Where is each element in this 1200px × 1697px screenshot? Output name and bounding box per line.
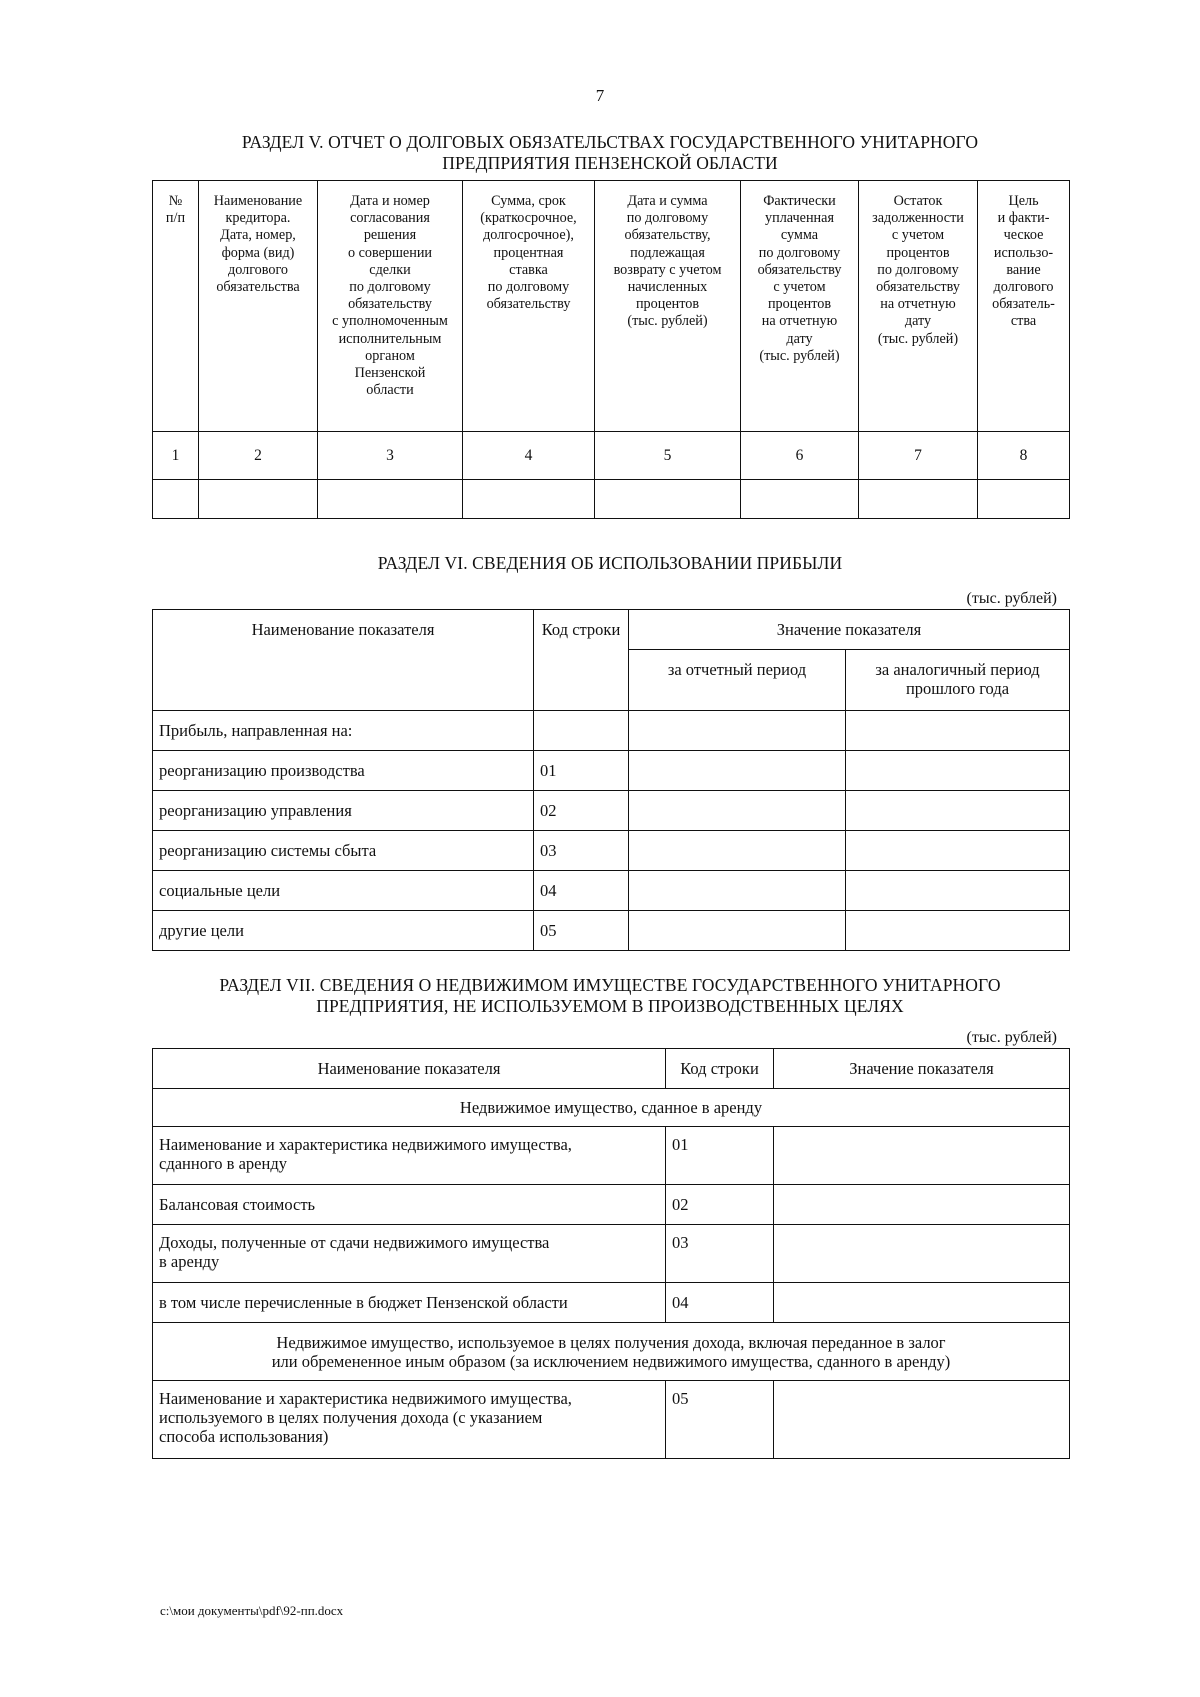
column-number: 4	[463, 432, 595, 480]
header-line: вание	[1006, 261, 1041, 278]
value-cell	[774, 1127, 1070, 1185]
header-line: Дата и номер	[350, 193, 430, 209]
header-current-period: за отчетный период	[629, 650, 846, 711]
debt-obligations-table	[152, 180, 1070, 519]
empty-cell	[463, 480, 595, 519]
table-row	[153, 1185, 1070, 1225]
value-cell	[774, 1185, 1070, 1225]
header-cell	[463, 181, 595, 432]
row-code: 04	[534, 871, 629, 911]
table-row	[153, 1381, 1070, 1459]
header-line: по долговому	[758, 244, 841, 261]
file-path-footer: c:\мои документы\pdf\92-пп.docx	[160, 1603, 344, 1618]
column-number: 1	[153, 432, 199, 480]
header-line: согласования	[350, 210, 430, 227]
header-line: долгового	[993, 279, 1054, 296]
header-line: сумма	[780, 227, 819, 244]
column-number-row	[153, 432, 1070, 480]
header-line: Дата и сумма	[627, 193, 708, 209]
empty-cell	[318, 480, 463, 519]
header-line: с учетом	[891, 227, 945, 244]
table-row	[153, 791, 1070, 831]
header-line: использо-	[993, 244, 1054, 261]
row-label: реорганизацию производства	[153, 751, 534, 791]
value-cell	[629, 791, 846, 831]
section7-title-line1: РАЗДЕЛ VII. СВЕДЕНИЯ О НЕДВИЖИМОМ ИМУЩЕСТВЕ ГОСУДАРСТВЕННОГО УНИТАРНОГО	[219, 975, 1001, 995]
value-cell	[629, 871, 846, 911]
header-line: области	[366, 382, 414, 399]
header-line: возврату с учетом	[613, 261, 722, 278]
row-label-line: Наименование и характеристика недвижимого имущества,	[159, 1389, 572, 1408]
row-label-line: в аренду	[159, 1252, 220, 1271]
table-row	[153, 831, 1070, 871]
header-line: (тыс. рублей)	[627, 313, 708, 330]
header-line: по долговому	[487, 279, 570, 296]
section6-unit: (тыс. рублей)	[966, 590, 1057, 607]
value-cell	[774, 1283, 1070, 1323]
section7-title	[150, 975, 1070, 1017]
header-name: Наименование показателя	[153, 1049, 666, 1089]
header-line: Цель	[1008, 193, 1039, 209]
header-line: ства	[1010, 313, 1037, 330]
header-line: по долговому	[349, 279, 431, 296]
row-label: социальные цели	[153, 871, 534, 911]
row-code: 05	[534, 911, 629, 951]
header-line: Остаток	[893, 193, 943, 209]
section7-unit: (тыс. рублей)	[966, 1029, 1057, 1046]
header-line: Пензенской	[354, 365, 426, 382]
header-line: форма (вид)	[221, 244, 295, 261]
group-heading-leased: Недвижимое имущество, сданное в аренду	[153, 1089, 1070, 1127]
table-header-row	[153, 610, 1070, 650]
group-heading-line: Недвижимое имущество, используемое в целях получения дохода, включая переданное в залог	[276, 1332, 946, 1352]
value-cell	[629, 711, 846, 751]
header-line: уплаченная	[765, 210, 834, 227]
header-line: обязательству	[757, 261, 842, 278]
header-line: кредитора.	[225, 210, 291, 227]
header-line: органом	[365, 347, 415, 364]
table-row	[153, 1127, 1070, 1185]
header-line: и факти-	[997, 210, 1050, 227]
row-code: 02	[534, 791, 629, 831]
header-line: (тыс. рублей)	[759, 347, 840, 364]
row-label: реорганизацию управления	[153, 791, 534, 831]
header-line: подлежащая	[630, 244, 705, 261]
header-line: (тыс. рублей)	[877, 330, 959, 347]
header-code: Код строки	[534, 610, 629, 711]
value-cell	[846, 751, 1070, 791]
row-label-line: в том числе перечисленные в бюджет Пензенской области	[159, 1293, 568, 1312]
row-code: 03	[666, 1225, 774, 1283]
group-row	[153, 1323, 1070, 1381]
section5-title-line2: ПРЕДПРИЯТИЯ ПЕНЗЕНСКОЙ ОБЛАСТИ	[442, 153, 778, 173]
table-header-row	[153, 181, 1070, 432]
header-line: обязательству	[876, 279, 960, 296]
row-label: другие цели	[153, 911, 534, 951]
header-line: с уполномоченным	[332, 313, 448, 330]
header-cell	[199, 181, 318, 432]
row-code: 01	[534, 751, 629, 791]
header-value: Значение показателя	[629, 610, 1070, 650]
header-line: процентная	[493, 244, 564, 261]
row-label-line: Наименование и характеристика недвижимого имущества,	[159, 1135, 572, 1154]
empty-cell	[199, 480, 318, 519]
real-estate-table	[152, 1048, 1070, 1459]
empty-data-row	[153, 480, 1070, 519]
table-row	[153, 911, 1070, 951]
header-line: ставка	[509, 261, 548, 278]
header-line: долгового	[227, 261, 289, 278]
value-cell	[846, 791, 1070, 831]
table-row	[153, 871, 1070, 911]
column-number: 5	[595, 432, 741, 480]
section6-title: РАЗДЕЛ VI. СВЕДЕНИЯ ОБ ИСПОЛЬЗОВАНИИ ПРИБЫЛИ	[377, 553, 843, 573]
header-line: дату	[904, 313, 932, 330]
header-line: Сумма, срок	[491, 193, 566, 209]
section7-title-line2: ПРЕДПРИЯТИЯ, НЕ ИСПОЛЬЗУЕМОМ В ПРОИЗВОДСТВЕННЫХ ЦЕЛЯХ	[316, 996, 904, 1016]
header-line: обязательству	[348, 296, 432, 313]
header-line: на отчетную	[761, 313, 838, 330]
header-code: Код строки	[666, 1049, 774, 1089]
header-line: сделки	[369, 261, 411, 278]
header-line: п/п	[165, 210, 186, 227]
table-header-row	[153, 1049, 1070, 1089]
row-label	[153, 1127, 666, 1185]
group-row	[153, 1089, 1070, 1127]
value-cell	[846, 911, 1070, 951]
row-label	[153, 1283, 666, 1323]
header-cell	[153, 181, 199, 432]
row-code: 05	[666, 1381, 774, 1459]
column-number: 3	[318, 432, 463, 480]
header-line: Дата, номер,	[220, 227, 296, 244]
row-label-line: Доходы, полученные от сдачи недвижимого имущества	[159, 1233, 550, 1252]
row-label	[153, 1185, 666, 1225]
header-line: начисленных	[627, 279, 708, 296]
header-line: обязательству	[486, 296, 571, 313]
header-name: Наименование показателя	[153, 610, 534, 711]
empty-cell	[978, 480, 1070, 519]
header-cell	[741, 181, 859, 432]
value-cell	[846, 711, 1070, 751]
header-line: о совершении	[347, 244, 433, 261]
column-number: 8	[978, 432, 1070, 480]
value-cell	[629, 911, 846, 951]
table-row	[153, 711, 1070, 751]
row-label-line: Балансовая стоимость	[159, 1195, 316, 1214]
row-code: 03	[534, 831, 629, 871]
header-line: обязательству,	[624, 227, 711, 244]
empty-cell	[153, 480, 199, 519]
header-cell	[318, 181, 463, 432]
header-line: дату	[786, 330, 813, 347]
value-cell	[629, 751, 846, 791]
header-line: по долговому	[626, 210, 709, 227]
section5-title	[150, 132, 1070, 174]
column-number: 6	[741, 432, 859, 480]
header-line: по долговому	[877, 261, 959, 278]
header-line: обязатель-	[992, 296, 1055, 313]
empty-cell	[859, 480, 978, 519]
value-cell	[846, 871, 1070, 911]
header-line: обязательства	[216, 279, 300, 296]
column-number: 2	[199, 432, 318, 480]
header-line: исполнительным	[338, 330, 442, 347]
header-cell	[859, 181, 978, 432]
row-label-line: используемого в целях получения дохода (с указанием	[159, 1408, 543, 1427]
header-line: процентов	[767, 296, 832, 313]
header-line: Наименование	[213, 193, 303, 209]
header-cell	[978, 181, 1070, 432]
row-label: реорганизацию системы сбыта	[153, 831, 534, 871]
empty-cell	[741, 480, 859, 519]
column-number: 7	[859, 432, 978, 480]
page-number: 7	[595, 86, 605, 105]
header-line: процентов	[635, 296, 700, 313]
row-code: 01	[666, 1127, 774, 1185]
value-cell	[846, 831, 1070, 871]
group-heading-line: или обремененное иным образом (за исключением недвижимого имущества, сданного в аренду)	[271, 1351, 951, 1371]
row-label-line: способа использования)	[159, 1427, 329, 1446]
group-heading-income	[153, 1323, 1070, 1381]
row-code: 04	[666, 1283, 774, 1323]
row-label	[153, 1225, 666, 1283]
header-line: на отчетную	[880, 296, 956, 313]
value-cell	[774, 1381, 1070, 1459]
header-line: долгосрочное),	[483, 227, 574, 244]
header-cell	[595, 181, 741, 432]
header-line: задолженности	[872, 210, 964, 227]
value-cell	[629, 831, 846, 871]
header-line: Фактически	[763, 193, 836, 209]
header-line: ческое	[1003, 227, 1044, 244]
value-cell	[774, 1225, 1070, 1283]
header-line: №	[168, 193, 183, 209]
row-code	[534, 711, 629, 751]
table-row	[153, 751, 1070, 791]
row-label: Прибыль, направленная на:	[153, 711, 534, 751]
profit-usage-table	[152, 609, 1070, 951]
header-prior-period: за аналогичный период прошлого года	[846, 650, 1070, 711]
row-label	[153, 1381, 666, 1459]
header-value: Значение показателя	[774, 1049, 1070, 1089]
header-line: процентов	[886, 244, 950, 261]
empty-cell	[595, 480, 741, 519]
table-row	[153, 1283, 1070, 1323]
header-line: (краткосрочное,	[480, 210, 577, 227]
header-line: решения	[363, 227, 417, 244]
table-row	[153, 1225, 1070, 1283]
row-code: 02	[666, 1185, 774, 1225]
header-line: с учетом	[773, 279, 826, 296]
section5-title-line1: РАЗДЕЛ V. ОТЧЕТ О ДОЛГОВЫХ ОБЯЗАТЕЛЬСТВАХ ГОСУДАРСТВЕННОГО УНИТАРНОГО	[241, 132, 979, 152]
row-label-line: сданного в аренду	[159, 1154, 287, 1173]
